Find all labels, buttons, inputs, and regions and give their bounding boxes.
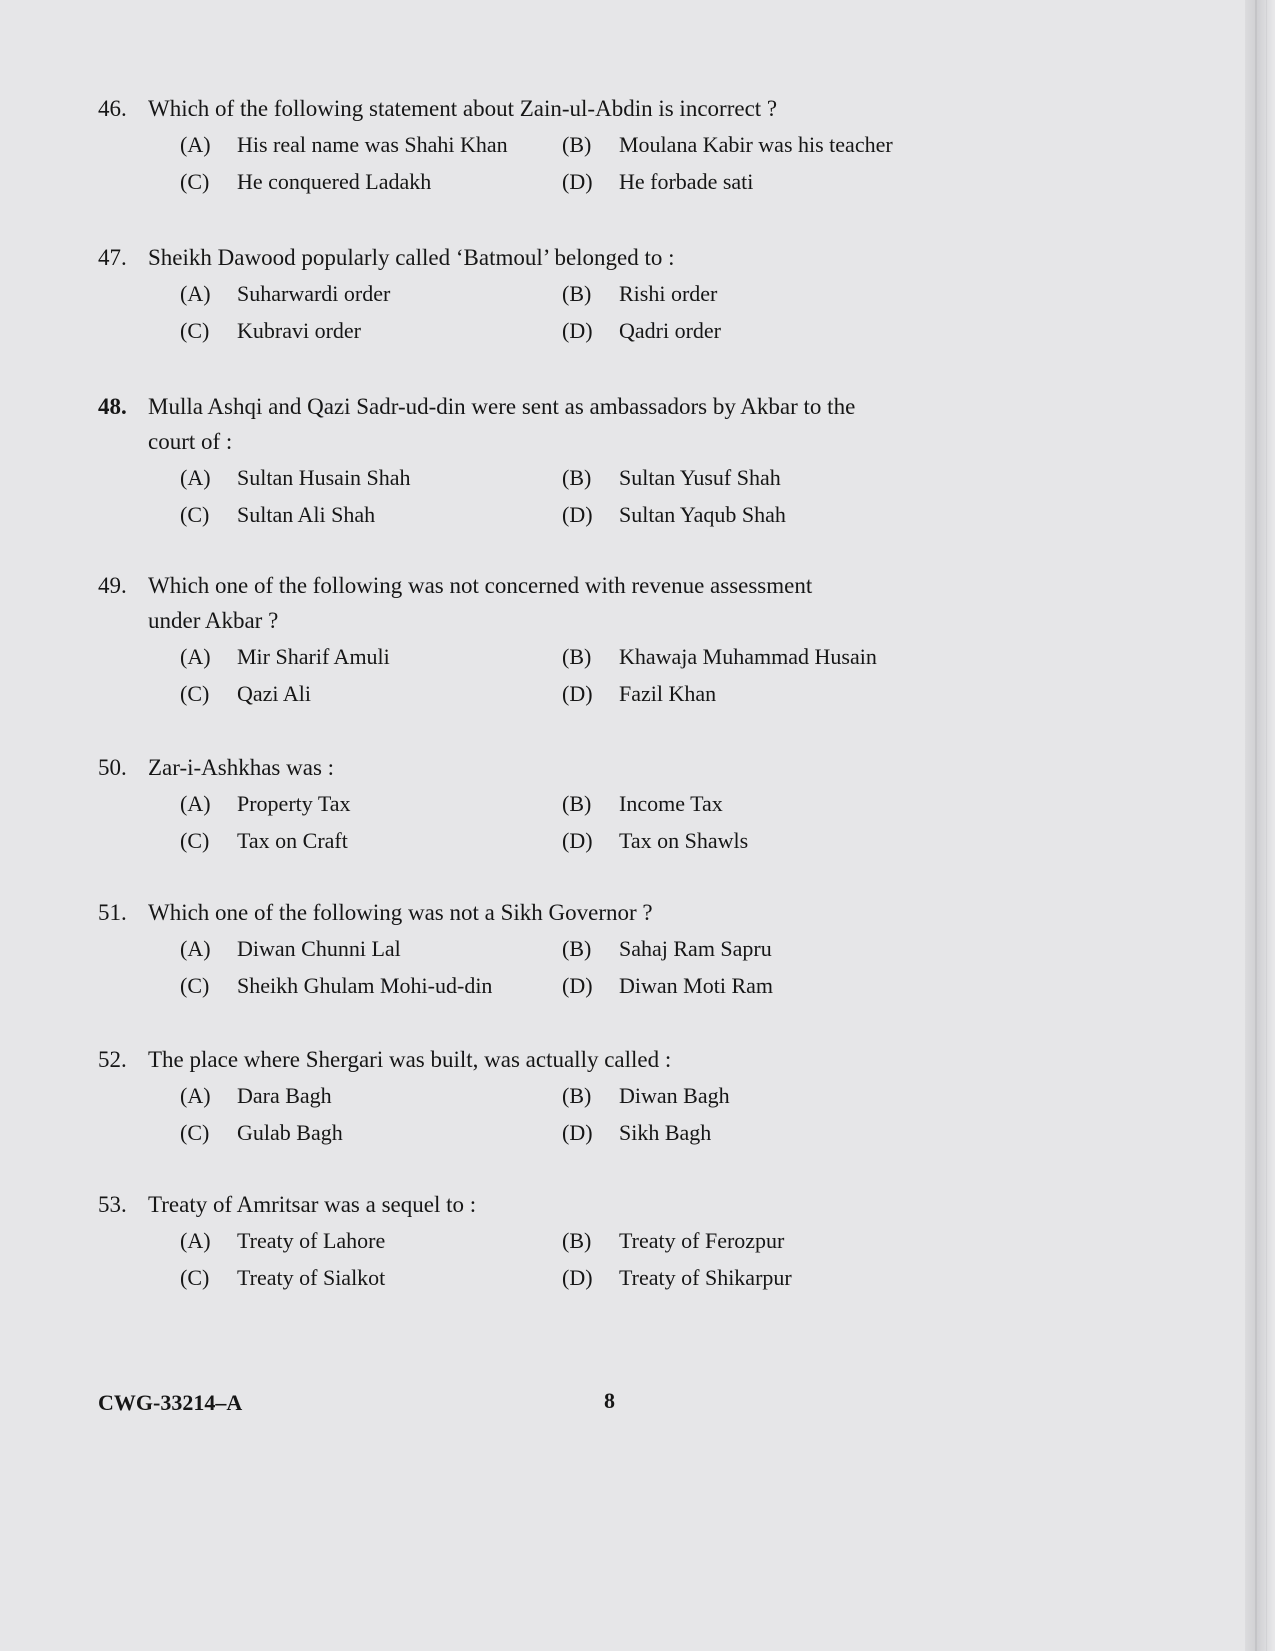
option-c (180, 676, 562, 711)
option-d (562, 676, 962, 711)
option-label: (A) (180, 1083, 211, 1108)
option-text: Sultan Yaqub Shah (619, 502, 786, 527)
option-text: His real name was Shahi Khan (237, 132, 508, 157)
option-label: (A) (180, 644, 211, 669)
option-label: (A) (180, 1228, 211, 1253)
page-edge-line (1266, 0, 1267, 1651)
question-52 (98, 1042, 898, 1150)
option-label: (B) (562, 1228, 592, 1253)
option-text: Qazi Ali (237, 681, 311, 706)
option-text: Tax on Shawls (619, 828, 749, 853)
question-text: Sheikh Dawood popularly called ‘Batmoul’ belonged to : (148, 245, 675, 270)
option-d (562, 164, 962, 199)
option-label: (D) (562, 1120, 593, 1145)
option-text: Diwan Bagh (619, 1083, 730, 1108)
option-c (180, 497, 562, 532)
question-47 (98, 240, 898, 348)
question-53 (98, 1187, 898, 1295)
question-text: Which one of the following was not concerned with revenue assessment under Akbar ? (148, 573, 813, 633)
question-number: 51. (98, 900, 127, 925)
question-text: Which one of the following was not a Sikh Governor ? (148, 900, 653, 925)
option-a (180, 639, 562, 674)
option-label: (A) (180, 791, 211, 816)
option-text: Rishi order (619, 281, 718, 306)
option-c (180, 968, 562, 1003)
option-b (562, 127, 962, 162)
option-text: Sahaj Ram Sapru (619, 936, 772, 961)
option-b (562, 276, 962, 311)
option-text: Kubravi order (237, 318, 362, 343)
option-text: Sultan Husain Shah (237, 465, 411, 490)
question-number: 46. (98, 96, 127, 121)
option-label: (C) (180, 318, 210, 343)
option-text: Moulana Kabir was his teacher (619, 132, 893, 157)
question-49 (98, 568, 898, 711)
option-label: (B) (562, 465, 592, 490)
option-label: (D) (562, 1265, 593, 1290)
option-text: Tax on Craft (237, 828, 348, 853)
option-label: (B) (562, 644, 592, 669)
option-d (562, 823, 962, 858)
option-label: (B) (562, 132, 592, 157)
question-48 (98, 389, 898, 532)
option-label: (A) (180, 465, 211, 490)
option-text: He conquered Ladakh (237, 169, 432, 194)
option-label: (D) (562, 318, 593, 343)
option-text: Treaty of Shikarpur (619, 1265, 792, 1290)
question-text: Mulla Ashqi and Qazi Sadr-ud-din were sent as ambassadors by Akbar to the court of : (148, 394, 856, 454)
option-c (180, 1115, 562, 1150)
option-label: (C) (180, 1265, 210, 1290)
option-b (562, 1223, 962, 1258)
option-a (180, 127, 562, 162)
option-text: Treaty of Sialkot (237, 1265, 386, 1290)
page-edge-line (1255, 0, 1257, 1651)
option-text: Qadri order (619, 318, 722, 343)
option-label: (D) (562, 681, 593, 706)
option-text: Income Tax (619, 791, 723, 816)
option-b (562, 460, 962, 495)
option-text: Dara Bagh (237, 1083, 332, 1108)
page-edge-shadow (1245, 0, 1275, 1651)
option-label: (C) (180, 828, 210, 853)
question-number: 47. (98, 245, 127, 270)
option-c (180, 823, 562, 858)
question-50 (98, 750, 898, 858)
option-a (180, 1078, 562, 1113)
option-d (562, 1260, 962, 1295)
page-number: 8 (604, 1388, 615, 1413)
option-label: (C) (180, 1120, 210, 1145)
option-text: Sheikh Ghulam Mohi-ud-din (237, 973, 493, 998)
question-text: Zar-i-Ashkhas was : (148, 755, 335, 780)
question-46 (98, 91, 898, 199)
booklet-code: CWG-33214–A (98, 1390, 243, 1415)
option-text: Diwan Moti Ram (619, 973, 773, 998)
option-a (180, 276, 562, 311)
option-text: Diwan Chunni Lal (237, 936, 401, 961)
question-number: 50. (98, 755, 127, 780)
question-51 (98, 895, 898, 1003)
option-label: (C) (180, 973, 210, 998)
option-b (562, 931, 962, 966)
option-label: (C) (180, 169, 210, 194)
option-b (562, 1078, 962, 1113)
option-c (180, 313, 562, 348)
option-a (180, 1223, 562, 1258)
option-label: (D) (562, 973, 593, 998)
option-label: (A) (180, 936, 211, 961)
option-text: Property Tax (237, 791, 351, 816)
question-text: Which of the following statement about Zain-ul-Abdin is incorrect ? (148, 96, 778, 121)
option-label: (C) (180, 681, 210, 706)
question-number: 52. (98, 1047, 127, 1072)
question-text: Treaty of Amritsar was a sequel to : (148, 1192, 477, 1217)
option-a (180, 460, 562, 495)
option-text: Fazil Khan (619, 681, 717, 706)
option-label: (B) (562, 936, 592, 961)
option-text: Sikh Bagh (619, 1120, 712, 1145)
option-text: Suharwardi order (237, 281, 391, 306)
option-a (180, 931, 562, 966)
option-label: (B) (562, 791, 592, 816)
option-b (562, 786, 962, 821)
option-label: (B) (562, 281, 592, 306)
option-d (562, 968, 962, 1003)
option-d (562, 1115, 962, 1150)
option-c (180, 164, 562, 199)
option-a (180, 786, 562, 821)
option-text: Treaty of Lahore (237, 1228, 386, 1253)
question-number: 48. (98, 394, 127, 419)
option-text: Sultan Yusuf Shah (619, 465, 781, 490)
option-d (562, 497, 962, 532)
option-text: He forbade sati (619, 169, 754, 194)
option-label: (A) (180, 281, 211, 306)
option-label: (B) (562, 1083, 592, 1108)
question-number: 53. (98, 1192, 127, 1217)
question-number: 49. (98, 573, 127, 598)
option-text: Mir Sharif Amuli (237, 644, 390, 669)
option-text: Khawaja Muhammad Husain (619, 644, 877, 669)
option-text: Sultan Ali Shah (237, 502, 376, 527)
option-d (562, 313, 962, 348)
option-text: Gulab Bagh (237, 1120, 343, 1145)
option-label: (D) (562, 502, 593, 527)
option-label: (C) (180, 502, 210, 527)
option-label: (A) (180, 132, 211, 157)
option-b (562, 639, 962, 674)
option-label: (D) (562, 169, 593, 194)
question-text: The place where Shergari was built, was actually called : (148, 1047, 672, 1072)
option-c (180, 1260, 562, 1295)
option-label: (D) (562, 828, 593, 853)
option-text: Treaty of Ferozpur (619, 1228, 785, 1253)
